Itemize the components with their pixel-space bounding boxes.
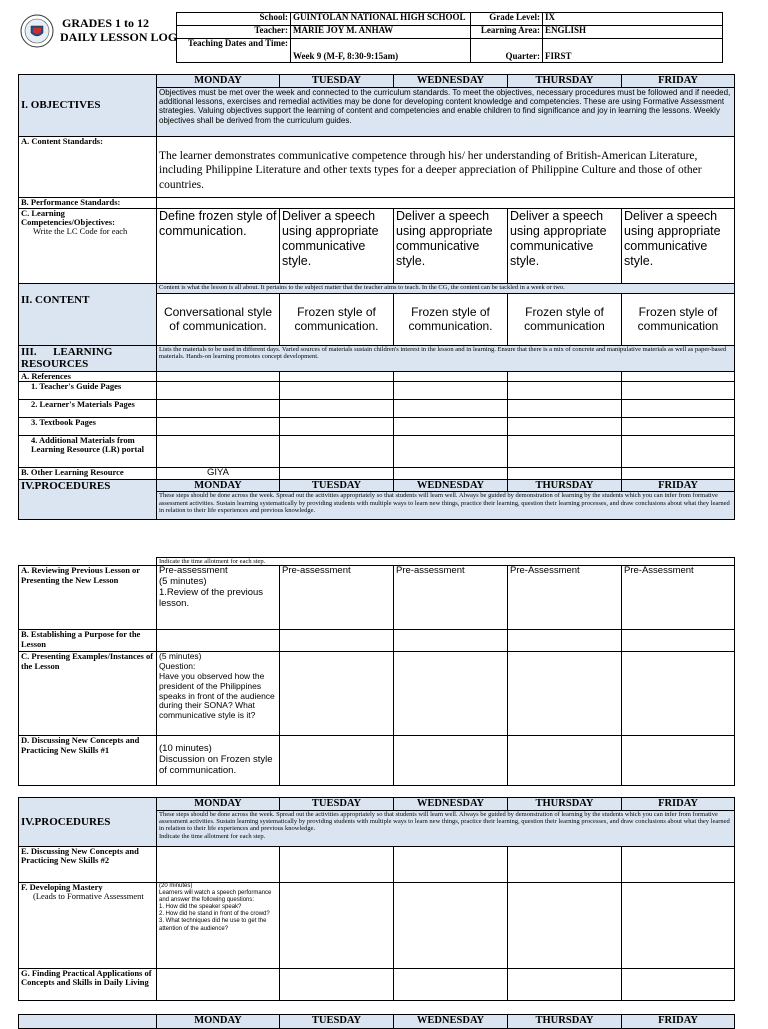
procedures-table-3: [18, 1014, 735, 1029]
day-header: FRIDAY: [622, 75, 735, 88]
procedures-table-2: [18, 797, 735, 1001]
school-label: School:: [177, 13, 291, 26]
proc-a-mon-time: (5 minutes): [159, 576, 207, 588]
content-standards-label: A. Content Standards:: [19, 136, 157, 197]
day-header: MONDAY: [157, 1015, 280, 1029]
day-header: FRIDAY: [622, 1015, 735, 1029]
content-note: Content is what the lesson is all about. It pertains to the subject matter that the teacher aims to teach. In the CG, the content can be tackled in a week or two.: [157, 283, 735, 293]
day-header: THURSDAY: [508, 75, 622, 88]
area-label: Learning Area:: [471, 26, 543, 39]
proc-a-fri: Pre-Assessment: [622, 566, 735, 630]
proc-d-label: D. Discussing New Concepts and Practicing New Skills #1: [19, 736, 157, 786]
day-header: TUESDAY: [280, 1015, 394, 1029]
procedures-note: These steps should be done across the week. Spread out the activities appropriately so that students will learn well. Always be guided by demonstration of learning by the students which you can infer from formative assessment activities. Sustain learning systematically by providing students with multiple ways to learn new things, practice their learning, question their learning processes, and draw conclusions about what they learned in relation to their life experiences and previous knowledge.: [159, 810, 730, 833]
competency-cell: Define frozen style of communication.: [157, 208, 280, 283]
procedures-label: IV.PROCEDURES: [21, 815, 111, 828]
time-note: Indicate the time allotment for each step.: [157, 558, 735, 566]
day-header: TUESDAY: [280, 75, 394, 88]
tg-label: 1. Teacher's Guide Pages: [19, 381, 157, 399]
competency-cell: Deliver a speech using appropriate communicative style.: [394, 208, 508, 283]
day-header: MONDAY: [157, 479, 280, 492]
grade-label: Grade Level:: [471, 13, 543, 26]
day-header: THURSDAY: [508, 798, 622, 811]
day-header: TUESDAY: [280, 798, 394, 811]
competency-cell: Deliver a speech using appropriate communicative style.: [622, 208, 735, 283]
content-cell: Frozen style of communication.: [394, 293, 508, 345]
proc-f-sub: (Leads to Formative Assessment: [33, 890, 144, 901]
resources-label-num: III.: [21, 345, 37, 358]
proc-a-mon-title: Pre-assessment: [159, 565, 228, 577]
day-header: MONDAY: [157, 798, 280, 811]
quarter-label: Quarter:: [471, 39, 543, 63]
performance-standards-label: B. Performance Standards:: [19, 197, 157, 208]
day-header: WEDNESDAY: [394, 75, 508, 88]
day-header: THURSDAY: [508, 1015, 622, 1029]
proc-d-mon-text: Discussion on Frozen style of communication.: [159, 754, 273, 777]
content-cell: Frozen style of communication: [622, 293, 735, 345]
competency-cell: Deliver a speech using appropriate communicative style.: [508, 208, 622, 283]
dates-label: Teaching Dates and Time:: [177, 39, 291, 63]
dates-value: Week 9 (M-F, 8:30-9:15am): [291, 39, 471, 63]
proc-d-mon-time: (10 minutes): [159, 743, 212, 755]
procedures-note: These steps should be done across the week. Spread out the activities appropriately so that students will learn well. Always be guided by demonstration of learning by the students which you can infer from formative assessment activities. Sustain learning systematically by providing students with multiple ways to learn new things, practice their learning, question their learning processes, and draw conclusions about what they learned in relation to their life experiences and previous knowledge.: [157, 492, 735, 520]
log-title: GRADES 1 to 12 DAILY LESSON LOG: [60, 16, 178, 44]
proc-c-mon: (5 minutes) Question: Have you observed how the president of the Philippines speaks in front of the audience during their SONA? What communicative style is it?: [157, 652, 280, 736]
proc-f-mon: (20 minutes) Learners will watch a speech performance and answer the following questions: 1. How did the speaker speak? 2. How did he stand in front of the crowd? 3. What techniques did he use to get the attention of the audience?: [157, 882, 280, 968]
area-value: ENGLISH: [543, 26, 723, 39]
day-header: WEDNESDAY: [394, 479, 508, 492]
procedures-label: IV.PROCEDURES: [21, 479, 111, 492]
grade-value: IX: [543, 13, 723, 26]
competencies-label: C. Learning Competencies/Objectives:: [21, 208, 115, 227]
time-note: Indicate the time allotment for each step.: [159, 832, 266, 840]
resources-label: LEARNING RESOURCES: [21, 345, 113, 370]
competencies-sub: Write the LC Code for each: [33, 226, 128, 237]
content-cell: Frozen style of communication: [508, 293, 622, 345]
proc-a-wed: Pre-assessment: [394, 566, 508, 630]
proc-g-label: G. Finding Practical Applications of Concepts and Skills in Daily Living: [19, 968, 157, 1000]
content-label: II. CONTENT: [21, 293, 90, 306]
day-header: MONDAY: [157, 75, 280, 88]
proc-a-label: A. Reviewing Previous Lesson or Presenting the New Lesson: [19, 566, 157, 630]
other-resource-mon: GIYA: [157, 467, 280, 479]
proc-b-label: B. Establishing a Purpose for the Lesson: [19, 630, 157, 652]
objectives-note: Objectives must be met over the week and connected to the curriculum standards. To meet the objectives, necessary procedures must be followed and if needed, additional lessons, exercises and remedial activities may be done for developing content knowledge and competencies. These are using Formative Assessment strategies. Valuing objectives support the learning of content and competencies and enable children to find significance and joy in learning the lessons. Weekly objectives shall be derived from the curriculum guides.: [157, 87, 735, 136]
day-header: THURSDAY: [508, 479, 622, 492]
day-header: WEDNESDAY: [394, 1015, 508, 1029]
day-header: TUESDAY: [280, 479, 394, 492]
references-label: A. References: [19, 371, 157, 381]
main-table: [18, 74, 735, 520]
proc-f-label: F. Developing Mastery: [21, 882, 103, 892]
teacher-value: MARIE JOY M. ANHAW: [291, 26, 471, 39]
other-resource-label: B. Other Learning Resource: [19, 467, 157, 479]
teacher-label: Teacher:: [177, 26, 291, 39]
resources-note: Lists the materials to be used in different days. Varied sources of materials sustain children's interest in the lesson and in learning. Ensure that there is a mix of concrete and manipulative materials as well as paper-based materials. Hands-on learning promotes concept development.: [157, 345, 735, 371]
competency-cell: Deliver a speech using appropriate communicative style.: [280, 208, 394, 283]
header-table: [176, 12, 723, 63]
proc-a-mon-text: 1.Review of the previous lesson.: [159, 587, 264, 610]
school-value: GUINTOLAN NATIONAL HIGH SCHOOL: [291, 13, 471, 26]
additional-materials-label: 4. Additional Materials from Learning Resource (LR) portal: [19, 435, 157, 467]
proc-c-label: C. Presenting Examples/Instances of the Lesson: [19, 652, 157, 736]
procedures-table-1: [18, 557, 735, 786]
lm-label: 2. Learner's Materials Pages: [19, 399, 157, 417]
proc-a-tue: Pre-assessment: [280, 566, 394, 630]
proc-a-thu: Pre-Assessment: [508, 566, 622, 630]
objectives-label: I. OBJECTIVES: [21, 99, 101, 112]
tb-label: 3. Textbook Pages: [19, 417, 157, 435]
day-header: FRIDAY: [622, 479, 735, 492]
day-header: WEDNESDAY: [394, 798, 508, 811]
content-standards-text: The learner demonstrates communicative competence through his/ her understanding of British-American Literature, including Philippine Literature and other texts types for a deeper appreciation of Philippine Culture and those of other countries.: [157, 136, 735, 197]
content-cell: Frozen style of communication.: [280, 293, 394, 345]
proc-e-label: E. Discussing New Concepts and Practicing New Skills #2: [19, 846, 157, 882]
day-header: FRIDAY: [622, 798, 735, 811]
deped-seal-logo: [20, 14, 54, 48]
quarter-value: FIRST: [543, 39, 723, 63]
content-cell: Conversational style of communication.: [157, 293, 280, 345]
